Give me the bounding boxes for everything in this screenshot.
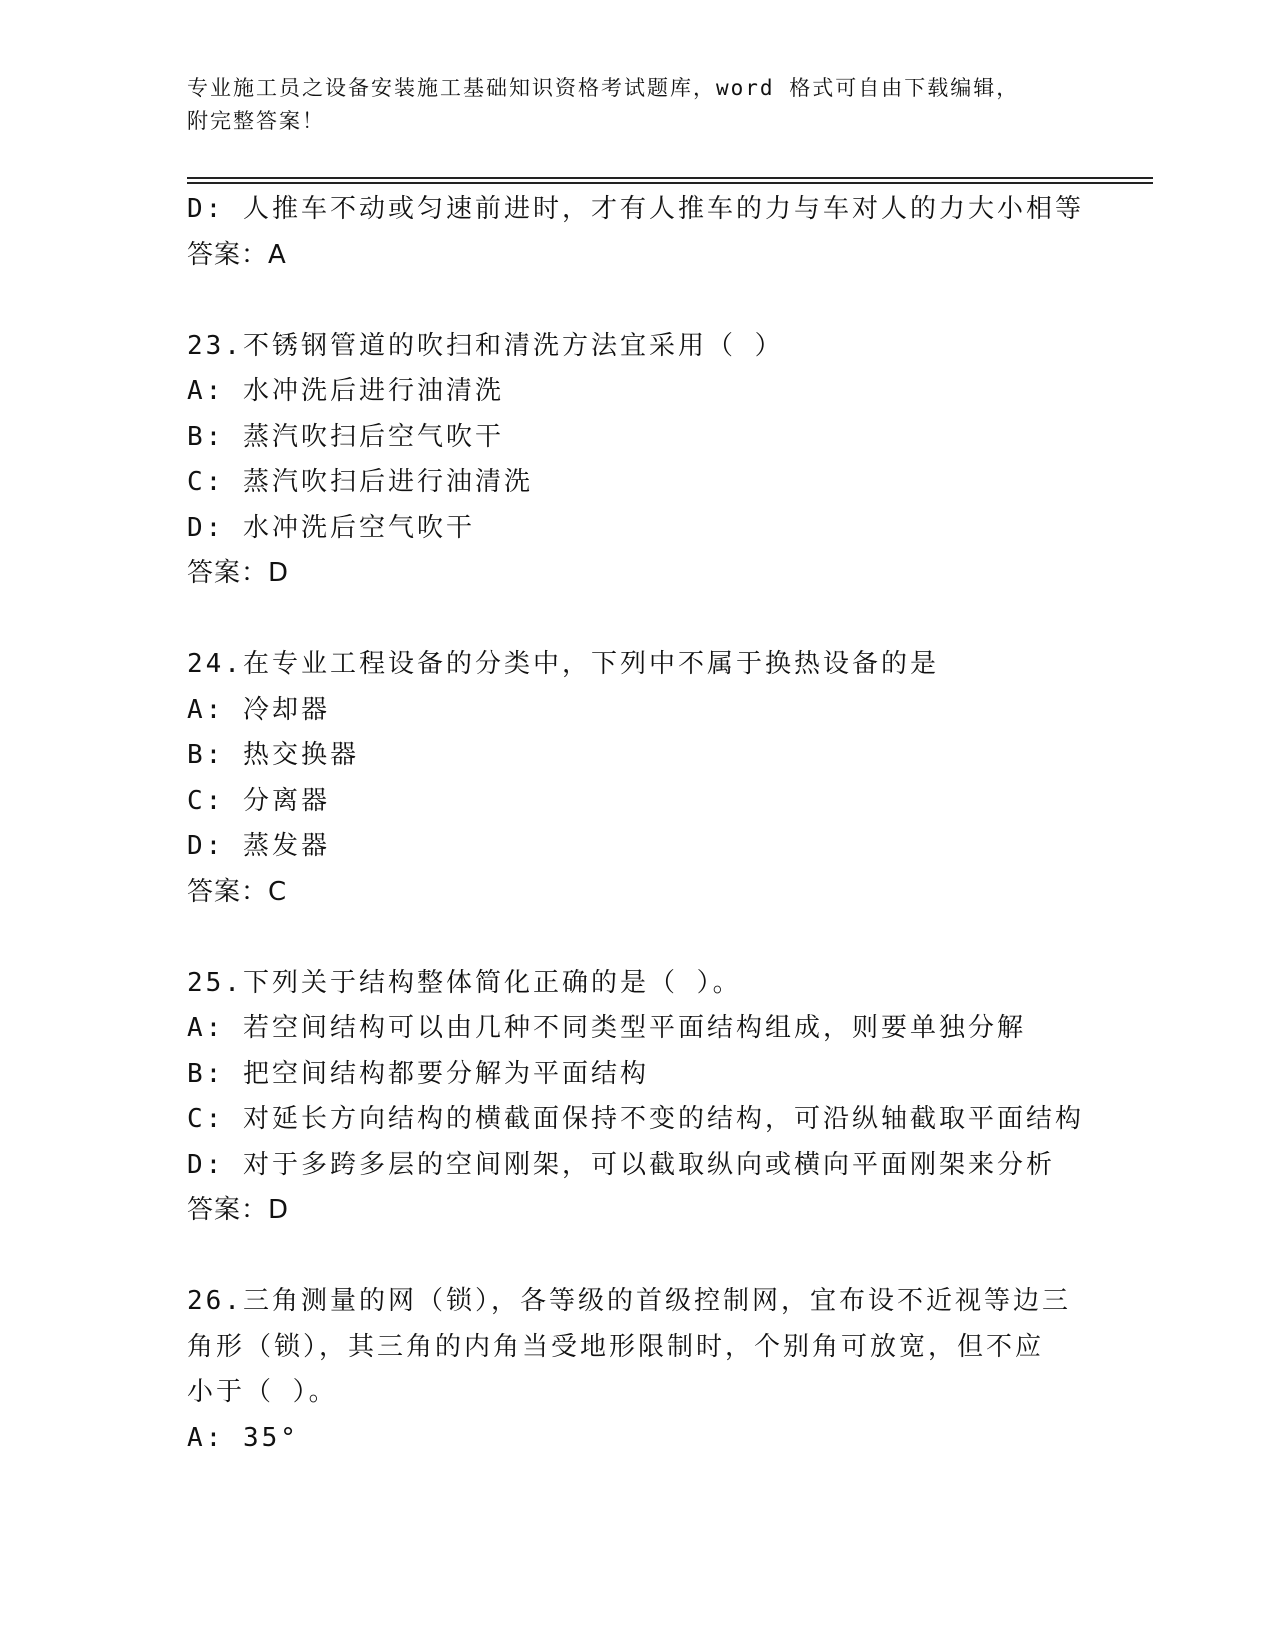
header-divider-bottom: [187, 182, 1153, 184]
question-24: [187, 642, 1087, 915]
header-divider-top: [187, 177, 1153, 179]
option-a: A: 35°: [187, 1422, 299, 1453]
question-text: 23.不锈钢管道的吹扫和清洗方法宜采用（ ）: [187, 330, 784, 361]
spacer: [187, 915, 1087, 961]
spacer: [187, 597, 1087, 643]
option-b: B: 热交换器: [187, 740, 359, 770]
option-a: A: 若空间结构可以由几种不同类型平面结构组成，则要单独分解: [187, 1013, 1026, 1043]
option-c: C: 对延长方向结构的横截面保持不变的结构，可沿纵轴截取平面结构: [187, 1104, 1084, 1134]
spacer: [187, 278, 1087, 324]
answer: 答案：D: [187, 1195, 290, 1225]
question-23: [187, 324, 1087, 597]
option-c: C: 蒸汽吹扫后进行油清洗: [187, 467, 533, 497]
question-text-line-3: 小于（ ）。: [187, 1377, 338, 1407]
question-25: [187, 961, 1087, 1234]
question-text: 24.在专业工程设备的分类中，下列中不属于换热设备的是: [187, 649, 939, 679]
header-line-1: 专业施工员之设备安装施工基础知识资格考试题库，word 格式可自由下载编辑，: [187, 76, 1020, 100]
question-text-line-1: 26.三角测量的网（锁），各等级的首级控制网，宜布设不近视等边三: [187, 1286, 1071, 1316]
answer: 答案：D: [187, 558, 290, 588]
question-list: [187, 187, 1087, 1461]
question-22-tail: [187, 187, 1087, 278]
question-26: [187, 1279, 1087, 1461]
option-b: B: 蒸汽吹扫后空气吹干: [187, 421, 504, 452]
option-b: B: 把空间结构都要分解为平面结构: [187, 1058, 649, 1089]
header-line-2: 附完整答案！: [187, 109, 325, 133]
answer: 答案：A: [187, 239, 287, 270]
option-a: A: 水冲洗后进行油清洗: [187, 376, 504, 406]
option-c: C: 分离器: [187, 785, 330, 816]
question-text-line-2: 角形（锁），其三角的内角当受地形限制时，个别角可放宽，但不应: [187, 1331, 1045, 1362]
option-d: D: 人推车不动或匀速前进时，才有人推车的力与车对人的力大小相等: [187, 194, 1084, 224]
question-text: 25.下列关于结构整体简化正确的是（ ）。: [187, 967, 742, 998]
option-d: D: 对于多跨多层的空间刚架，可以截取纵向或横向平面刚架来分析: [187, 1149, 1055, 1180]
spacer: [187, 1234, 1087, 1280]
option-a: A: 冷却器: [187, 694, 330, 725]
option-d: D: 蒸发器: [187, 831, 330, 861]
answer: 答案：C: [187, 876, 288, 907]
option-d: D: 水冲洗后空气吹干: [187, 512, 475, 543]
document-header: [187, 72, 1087, 138]
